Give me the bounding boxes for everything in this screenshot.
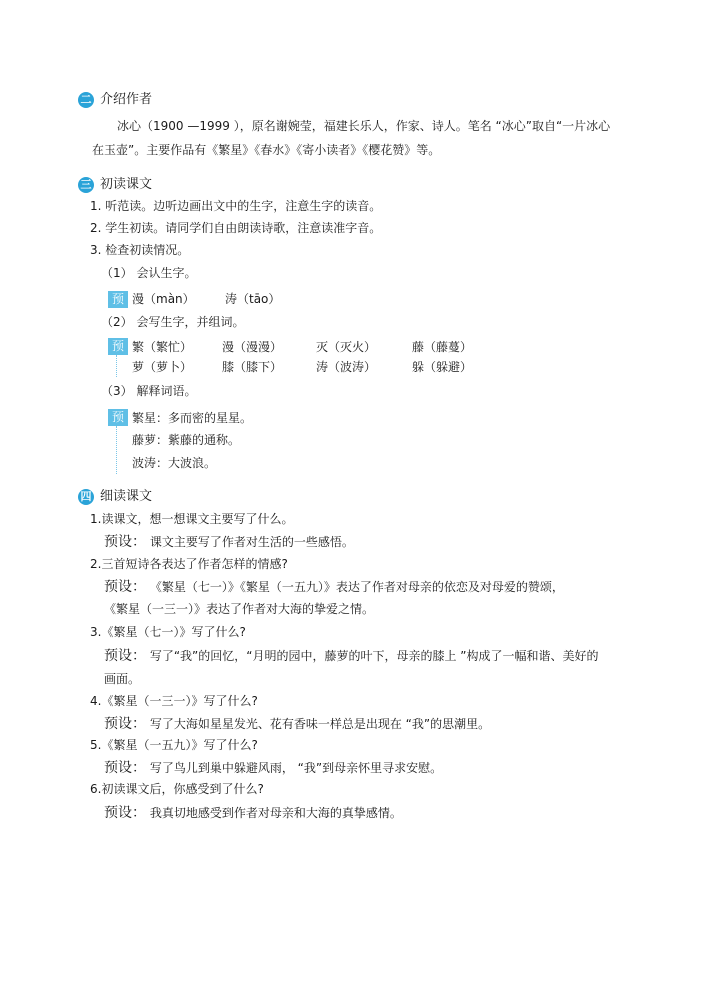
section-number-badge: 四 [78, 489, 94, 505]
answer-text: 《繁星（七一）》《繁星（一五九）》表达了作者对母亲的依恋及对母爱的赞颂， [149, 580, 564, 594]
word-entry: 漫（漫漫） [222, 340, 283, 354]
word-entry: 藤（藤蔓） [412, 340, 473, 354]
answer-text: 课文主要写了作者对生活的一些感悟。 [149, 535, 354, 549]
word-entry: 繁（繁忙） [132, 340, 193, 354]
answer-label: 预设： [104, 716, 146, 732]
list-item: 1. 听范读。边听边画出文中的生字，注意生字的读音。 [90, 199, 382, 213]
answer-label: 预设： [104, 760, 146, 776]
answer [104, 648, 599, 664]
answer-text: 写了大海如星星发光、花有香味一样总是出现在 “我”的思潮里。 [149, 717, 491, 731]
question: 1.读课文，想一想课文主要写了什么。 [90, 512, 294, 526]
question: 3.《繁星（七一）》写了什么? [90, 625, 246, 639]
answer [104, 579, 564, 595]
answer-label: 预设： [104, 805, 146, 821]
answer [104, 760, 442, 776]
question: 4.《繁星（一三一）》写了什么? [90, 694, 258, 708]
word-entry: 萝（萝卜） [132, 360, 193, 374]
pinyin-entry: 漫（màn） [132, 292, 195, 306]
sub-item: （1） 会认生字。 [101, 266, 197, 280]
answer [104, 716, 490, 732]
section-title: 细读课文 [100, 489, 153, 504]
answer-text: 我真切地感受到作者对母亲和大海的真挚感情。 [149, 806, 402, 820]
section-title: 初读课文 [100, 177, 153, 192]
pinyin-entry: 涛（tāo） [225, 292, 281, 306]
question: 6.初读课文后，你感受到了什么? [90, 782, 264, 796]
word-entry: 涛（波涛） [316, 360, 377, 374]
list-item: 2. 学生初读。请同学们自由朗读诗歌，注意读准字音。 [90, 221, 382, 235]
answer-text: 写了“我”的回忆，“月明的园中，藤萝的叶下，母亲的膝上 ”构成了一幅和谐、美好的 [149, 649, 599, 663]
definition-entry: 藤萝：紫藤的通称。 [132, 433, 241, 447]
author-intro-line-2: 在玉壶”。主要作品有《繁星》《春水》《寄小读者》《樱花赞》等。 [92, 143, 441, 157]
preset-tag: 预 [108, 338, 128, 355]
question: 2.三首短诗各表达了作者怎样的情感? [90, 557, 288, 571]
answer-text: 写了鸟儿到巢中躲避风雨， “我”到母亲怀里寻求安慰。 [149, 761, 443, 775]
section-number-badge: 三 [78, 177, 94, 193]
word-entry: 膝（膝下） [222, 360, 283, 374]
answer-continuation: 《繁星（一三一）》表达了作者对大海的挚爱之情。 [104, 602, 375, 616]
word-entry: 灭（灭火） [316, 340, 377, 354]
definition-entry: 波涛：大波浪。 [132, 456, 217, 470]
section-title: 介绍作者 [100, 92, 153, 107]
section-number-badge: 二 [78, 92, 94, 108]
answer [104, 805, 402, 821]
dotted-guide-line [116, 355, 117, 377]
section-heading-author [78, 90, 152, 110]
answer-label: 预设： [104, 579, 146, 595]
preset-tag: 预 [108, 409, 128, 426]
author-intro-line-1: 冰心（1900 —1999 ），原名谢婉莹，福建长乐人，作家、诗人。笔名 “冰心”取自“一片冰心 [117, 119, 611, 133]
sub-item: （2） 会写生字，并组词。 [101, 315, 245, 329]
answer [104, 534, 354, 550]
section-heading-first-read [78, 175, 152, 195]
answer-label: 预设： [104, 534, 146, 550]
question: 5.《繁星（一五九）》写了什么? [90, 738, 258, 752]
preset-tag: 预 [108, 291, 128, 308]
definition-entry: 繁星：多而密的星星。 [132, 411, 253, 425]
word-entry: 躲（躲避） [412, 360, 473, 374]
section-heading-close-read [78, 487, 152, 507]
sub-item: （3） 解释词语。 [101, 384, 197, 398]
answer-label: 预设： [104, 648, 146, 664]
dotted-guide-line [116, 426, 117, 474]
answer-continuation: 画面。 [104, 672, 141, 686]
list-item: 3. 检查初读情况。 [90, 243, 190, 257]
